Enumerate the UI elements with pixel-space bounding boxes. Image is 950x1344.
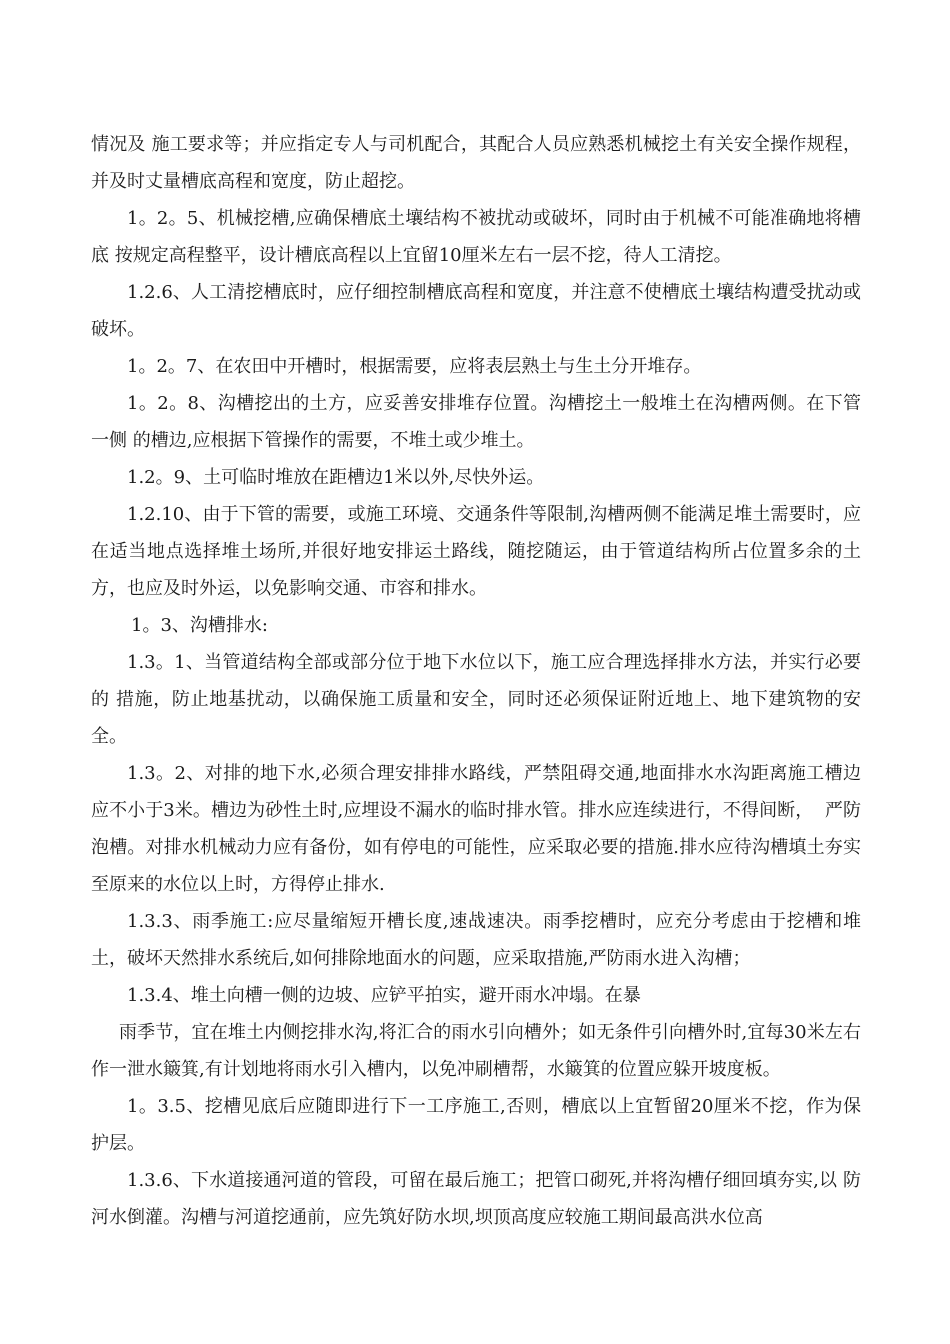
paragraph-1-3-6: 1.3.6、下水道接通河道的管段，可留在最后施工；把管口砌死,并将沟槽仔细回填夯实,以 防河水倒灌。沟槽与河道挖通前，应先筑好防水坝,坝顶高度应较施工期间最高洪水位高 bbox=[91, 1170, 861, 1228]
paragraph-1-2-8: 1。2。8、沟槽挖出的土方，应妥善安排堆存位置。沟槽挖土一般堆土在沟槽两侧。在下管一侧 的槽边,应根据下管操作的需要，不堆土或少堆土。 bbox=[91, 393, 861, 451]
paragraph-1-3-4-continued: 雨季节，宜在堆土内侧挖排水沟,将汇合的雨水引向槽外；如无条件引向槽外时,宜每30米左右作一泄水簸箕,有计划地将雨水引入槽内，以免冲刷槽帮，水簸箕的位置应躲开坡度板。 bbox=[91, 1022, 861, 1080]
paragraph-1-3-2: 1.3。2、对排的地下水,必须合理安排排水路线，严禁阻碍交通,地面排水水沟距离施工槽边 应不小于3米。槽边为砂性土时,应埋设不漏水的临时排水管。排水应连续进行，不得间断， 严防泡槽。对排水机械动力应有备份，如有停电的可能性，应采取必要的措施.排水应待沟槽填土夯实至原来的水位以上时，方得停止排水. bbox=[91, 763, 867, 895]
paragraph-1: 情况及 施工要求等；并应指定专人与司机配合，其配合人员应熟悉机械挖土有关安全操作规程，并及时丈量槽底高程和宽度，防止超挖。 bbox=[91, 134, 861, 192]
paragraph-1-2-6: 1.2.6、人工清挖槽底时，应仔细控制槽底高程和宽度，并注意不使槽底土壤结构遭受扰动或 破坏。 bbox=[91, 282, 867, 340]
paragraph-1-2-7: 1。2。7、在农田中开槽时，根据需要，应将表层熟土与生土分开堆存。 bbox=[127, 356, 702, 377]
paragraph-1-3-5: 1。3.5、挖槽见底后应随即进行下一工序施工,否则，槽底以上宜暂留20厘米不挖，作为保护层。 bbox=[91, 1096, 861, 1154]
paragraph-1-3-3: 1.3.3、雨季施工:应尽量缩短开槽长度,速战速决。雨季挖槽时，应充分考虑由于挖槽和堆 土，破坏天然排水系统后,如何排除地面水的问题，应采取措施,严防雨水进入沟槽； bbox=[91, 911, 867, 969]
document-body bbox=[91, 126, 867, 1236]
section-heading-1-3: 1。3、沟槽排水: bbox=[131, 615, 268, 636]
paragraph-1-2-10: 1.2.10、由于下管的需要，或施工环境、交通条件等限制,沟槽两侧不能满足堆土需要时，应在适当地点选择堆土场所,并很好地安排运土路线，随挖随运，由于管道结构所占位置多余的土方，也应及时外运，以免影响交通、市容和排水。 bbox=[91, 504, 861, 599]
paragraph-1-2-9: 1.2。9、土可临时堆放在距槽边1米以外,尽快外运。 bbox=[127, 467, 545, 488]
paragraph-1-2-5: 1。2。5、机械挖槽,应确保槽底土壤结构不被扰动或破坏，同时由于机械不可能准确地将槽底 按规定高程整平，设计槽底高程以上宜留10厘米左右一层不挖，待人工清挖。 bbox=[91, 208, 861, 266]
paragraph-1-3-1: 1.3。1、当管道结构全部或部分位于地下水位以下，施工应合理选择排水方法，并实行必要的 措施，防止地基扰动，以确保施工质量和安全，同时还必须保证附近地上、地下建筑物的安全。 bbox=[91, 652, 861, 747]
paragraph-1-3-4: 1.3.4、堆土向槽一侧的边坡、应铲平拍实，避开雨水冲塌。在暴 bbox=[127, 985, 641, 1006]
